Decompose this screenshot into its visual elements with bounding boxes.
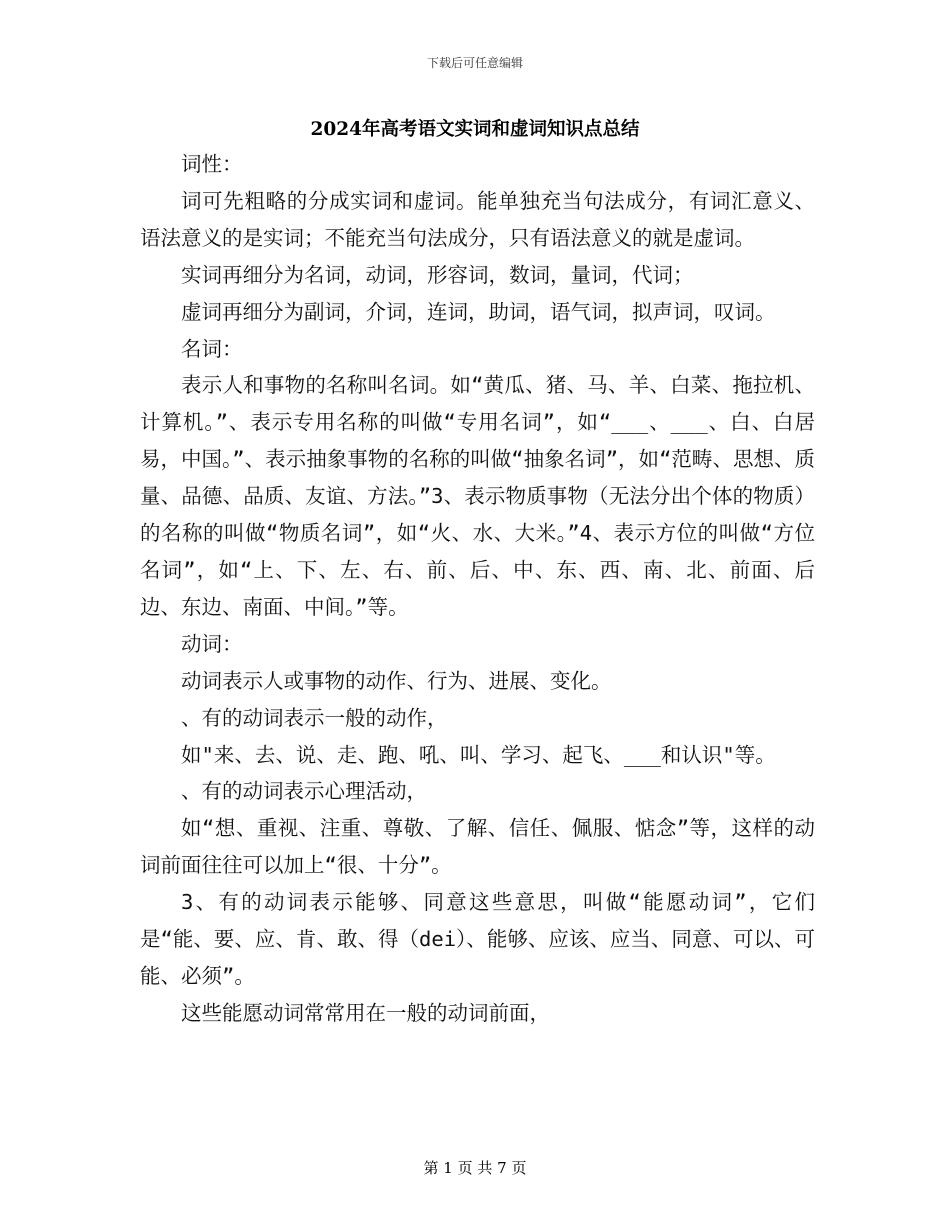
paragraph: 、有的动词表示心理活动，: [181, 779, 427, 804]
paragraph: 词可先粗略的分成实词和虚词。能单独充当句法成分，有词汇意义、语法意义的是实词；不能充当句法成分，只有语法意义的就是虚词。: [140, 188, 815, 250]
paragraph: 虚词再细分为副词，介词，连词，助词，语气词，拟声词，叹词。: [181, 299, 776, 324]
paragraph: 实词再细分为名词，动词，形容词，数词，量词，代词；: [181, 262, 694, 287]
page-number: 第 1 页 共 7 页: [423, 1159, 527, 1177]
paragraph: 、有的动词表示一般的动作，: [181, 705, 448, 730]
document-title: 2024年高考语文实词和虚词知识点总结: [310, 119, 640, 140]
document-body: [140, 146, 815, 1032]
paragraph: 动词：: [181, 631, 243, 656]
paragraph: 这些能愿动词常常用在一般的动词前面，: [181, 1000, 550, 1025]
paragraph: 如“想、重视、注重、尊敬、了解、信任、佩服、惦念”等，这样的动词前面往往可以加上“很、十分”。: [140, 816, 815, 878]
paragraph: 表示人和事物的名称叫名词。如“黄瓜、猪、马、羊、白菜、拖拉机、计算机。”、表示专用名称的叫做“专用名词”，如“___、___、白、白居易，中国。”、表示抽象事物的名称的叫做“抽象名词”，如“范畴、思想、质量、品德、品质、友谊、方法。”3、表示物质事物（无法分出个体的物质）的名称的叫做“物质名词”，如“火、水、大米。”4、表示方位的叫做“方位名词”，如“上、下、左、右、前、后、中、东、西、南、北、前面、后边、东边、南面、中间。”等。: [140, 373, 815, 619]
paragraph: 名词：: [181, 336, 243, 361]
header-note: 下载后可任意编辑: [426, 56, 523, 70]
paragraph: 词性：: [181, 152, 243, 176]
paragraph: 动词表示人或事物的动作、行为、进展、变化。: [181, 668, 612, 693]
paragraph: 3、有的动词表示能够、同意这些意思，叫做“能愿动词”，它们是“能、要、应、肯、敢、得（dei）、能够、应该、应当、同意、可以、可能、必须”。: [140, 890, 815, 988]
paragraph: 如"来、去、说、走、跑、吼、叫、学习、起飞、___和认识"等。: [181, 742, 776, 767]
